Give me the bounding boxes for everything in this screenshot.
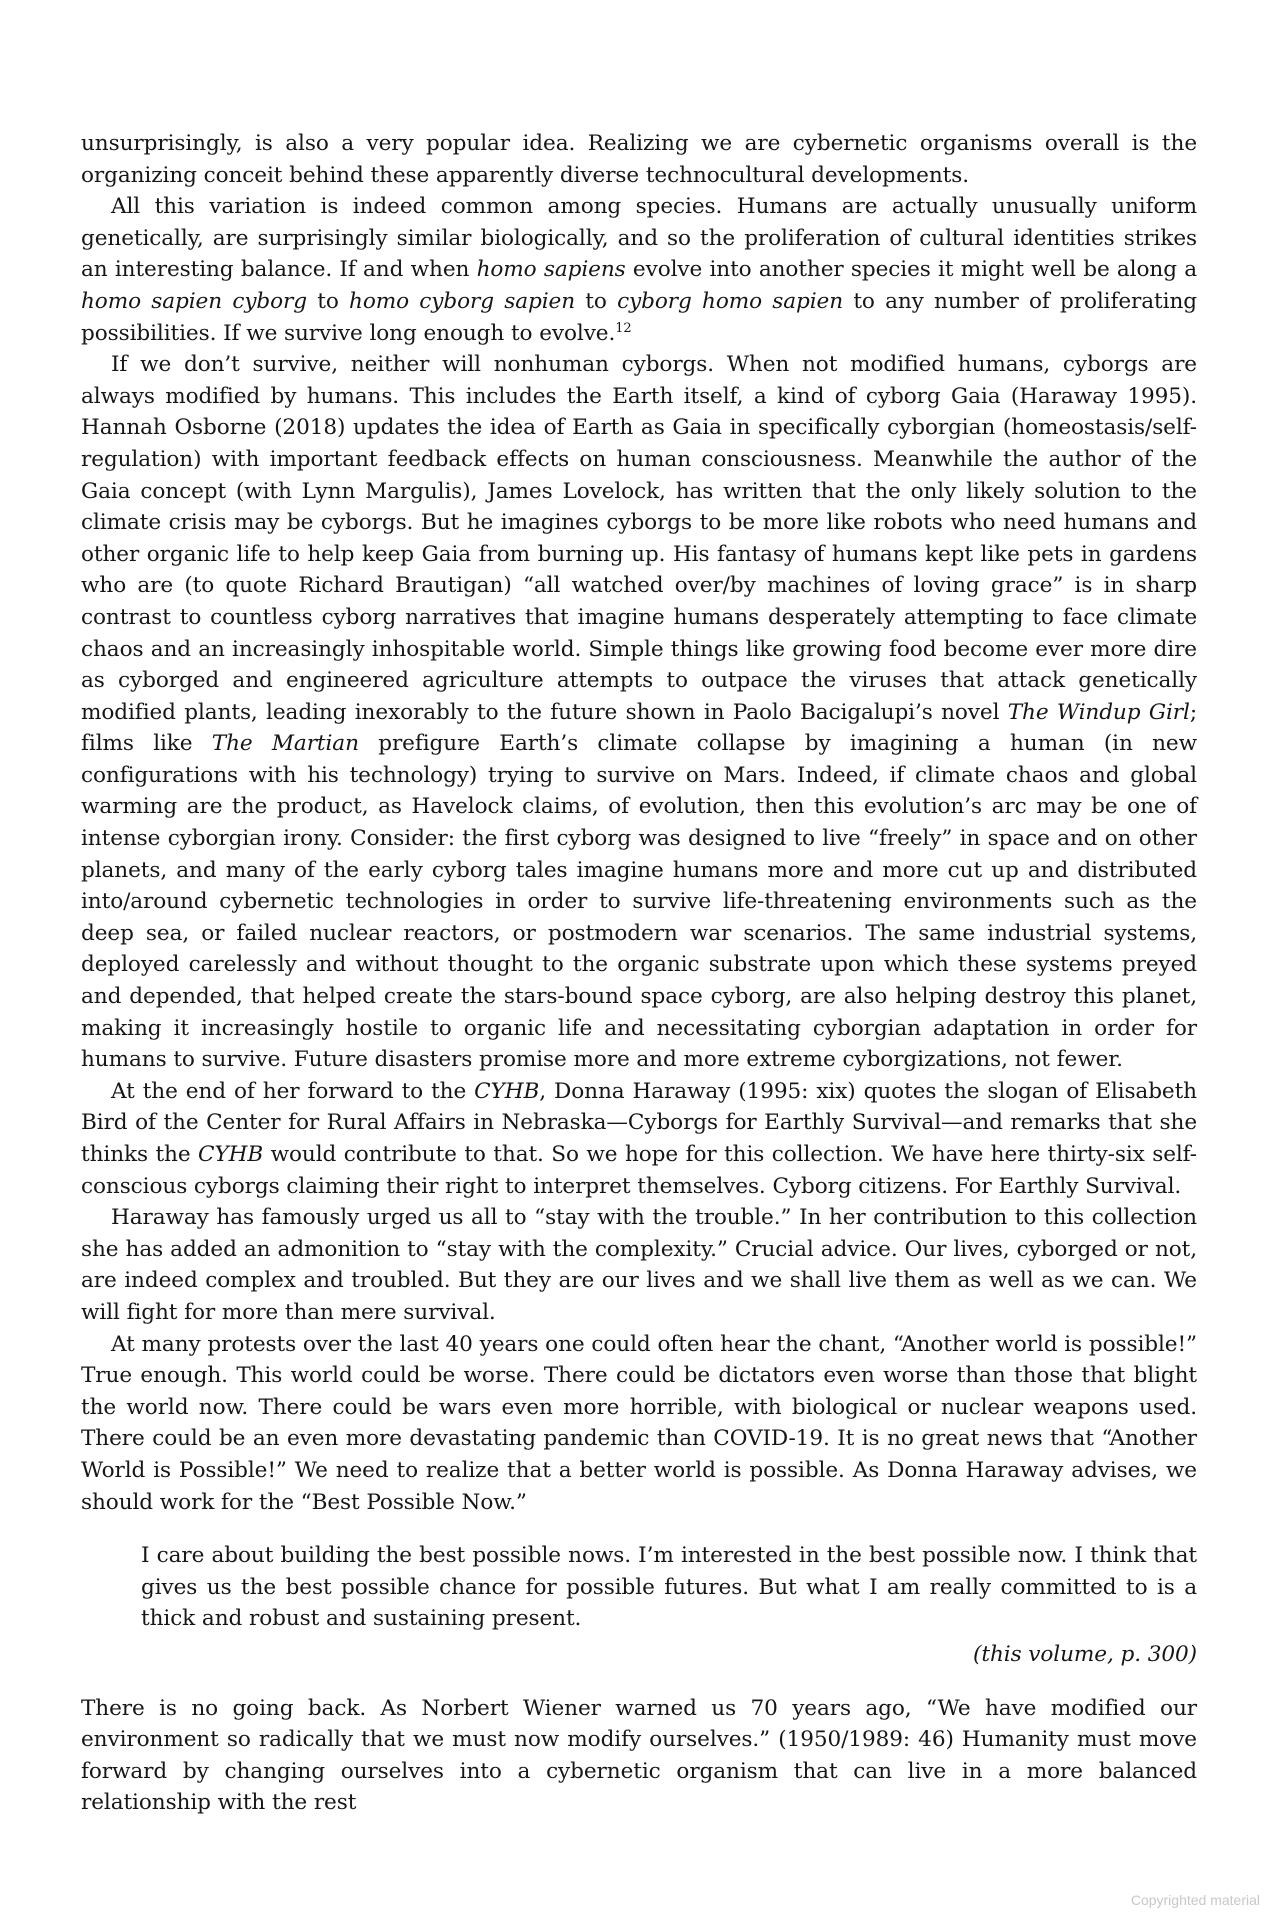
italic-cyhb-2: CYHB: [198, 1142, 264, 1167]
paragraph-7-text: There is no going back. As Norbert Wiener warned us 70 years ago, “We have modified our environment so radically that we must now modify ourselves.” (1950/1989: 46) Humanity must move forward by changing ourselves into a cybernetic organism that can live in a more balanced relationship with the rest: [81, 1695, 1197, 1816]
paragraph-2: [81, 191, 1197, 349]
paragraph-7: [81, 1693, 1197, 1819]
paragraph-5-text: Haraway has famously urged us all to “stay with the trouble.” In her contribution to this collection she has added an admonition to “stay with the complexity.” Crucial advice. Our lives, cyborged or not, are indeed complex and troubled. But they are our lives and we shall live them as well as we can. We will fight for more than mere survival.: [81, 1205, 1197, 1325]
paragraph-3-text-a: If we don’t survive, neither will nonhuman cyborgs. When not modified humans, cyborgs are always modified by humans. This includes the Earth itself, a kind of cyborg Gaia (Haraway 1995). Hannah Osborne (2018) updates the idea of Earth as Gaia in specifically cyborgian (homeostasis/self-regulation) with important feedback effects on human consciousness. Meanwhile the author of the Gaia concept (with Lynn Margulis), James Lovelock, has written that the only likely solution to the climate crisis may be cyborgs. But he imagines cyborgs to be more like robots who need humans and other organic life to help keep Gaia from burning up. His fantasy of humans kept like pets in gardens who are (to quote Richard Brautigan) “all watched over/by machines of loving grace” is in sharp contrast to countless cyborg narratives that imagine humans desperately attempting to face climate chaos and an increasingly inhospitable world. Simple things like growing food become ever more dire as cyborged and engineered agriculture attempts to outpace the viruses that attack genetically modified plants, leading inexorably to the future shown in Paolo Bacigalupi’s novel: [81, 352, 1197, 725]
italic-homo-cyborg-sapien: homo cyborg sapien: [349, 288, 576, 314]
paragraph-4-text-a: At the end of her forward to the: [111, 1078, 475, 1104]
italic-cyborg-homo-sapien: cyborg homo sapien: [617, 288, 844, 314]
paragraph-5: [81, 1202, 1197, 1328]
paragraph-2-text-e: to any number of proliferating possibilities. If we survive long enough to evolve.: [81, 288, 1197, 346]
paragraph-2-text-c: to: [306, 288, 350, 314]
paragraph-3-text-c: prefigure Earth’s climate collapse by imagining a human (in new configurations with his technology) trying to survive on Mars. Indeed, if climate chaos and global warming are the product, as Havelock claims, of evolution, then this evolution’s arc may be one of intense cyborgian irony. Consider: the first cyborg was designed to live “freely” in space and on other planets, and many of the early cyborg tales imagine humans more and more cut up and distributed into/around cybernetic technologies in order to survive life-threatening environments such as the deep sea, or failed nuclear reactors, or postmodern war scenarios. The same industrial systems, deployed carelessly and without thought to the organic substrate upon which these systems preyed and depended, that helped create the stars-bound space cyborg, are also helping destroy this planet, making it increasingly hostile to organic life and necessitating cyborgian adaptation in order for humans to survive. Future disasters promise more and more extreme cyborgizations, not fewer.: [81, 731, 1197, 1073]
paragraph-2-text-d: to: [575, 288, 618, 314]
copyright-watermark: Copyrighted material: [1130, 1892, 1260, 1908]
italic-homo-sapiens: homo sapiens: [476, 257, 626, 283]
paragraph-3-text-b: ; films like: [81, 699, 1197, 757]
footnote-marker[interactable]: 12: [615, 320, 632, 336]
paragraph-4-text-b: , Donna Haraway (1995: xix) quotes the slogan of Elisabeth Bird of the Center for Rural Affairs in Nebraska—Cyborgs for Earthly Survival—and remarks that she thinks the: [81, 1078, 1197, 1167]
block-quote: [141, 1540, 1197, 1635]
paragraph-4-text-c: would contribute to that. So we hope for this collection. We have here thirty-six self-conscious cyborgs claiming their right to interpret themselves. Cyborg citizens. For Earthly Survival.: [81, 1142, 1197, 1199]
paragraph-3: [81, 349, 1197, 1076]
block-quote-text: I care about building the best possible nows. I’m interested in the best possible now. I think that gives us the best possible chance for possible futures. But what I am really committed to is a thick and robust and sustaining present.: [141, 1543, 1197, 1632]
quote-citation: (this volume, p. 300): [973, 1641, 1197, 1667]
page-body: [81, 128, 1197, 1819]
italic-the-martian: The Martian: [211, 731, 359, 757]
italic-cyhb-1: CYHB: [474, 1078, 540, 1104]
paragraph-1: [81, 128, 1197, 191]
paragraph-2-text-a: All this variation is indeed common among species. Humans are actually unusually uniform genetically, are surprisingly similar biologically, and so the proliferation of cultural identities strikes an interesting balance. If and when: [81, 194, 1197, 283]
italic-homo-sapien-cyborg: homo sapien cyborg: [81, 288, 307, 314]
paragraph-6: [81, 1329, 1197, 1519]
paragraph-1-text: unsurprisingly, is also a very popular idea. Realizing we are cybernetic organisms overall is the organizing conceit behind these apparently diverse technocultural developments.: [81, 131, 1197, 188]
paragraph-6-text: At many protests over the last 40 years one could often hear the chant, “Another world is possible!” True enough. This world could be worse. There could be dictators even worse than those that blight the world now. There could be wars even more horrible, with biological or nuclear weapons used. There could be an even more devastating pandemic than COVID-19. It is no great news that “Another World is Possible!” We need to realize that a better world is possible. As Donna Haraway advises, we should work for the “Best Possible Now.”: [81, 1331, 1197, 1515]
paragraph-2-text-b: evolve into another species it might well be along a: [625, 257, 1197, 283]
italic-windup-girl: The Windup Girl: [1007, 699, 1190, 725]
paragraph-4: [81, 1076, 1197, 1202]
